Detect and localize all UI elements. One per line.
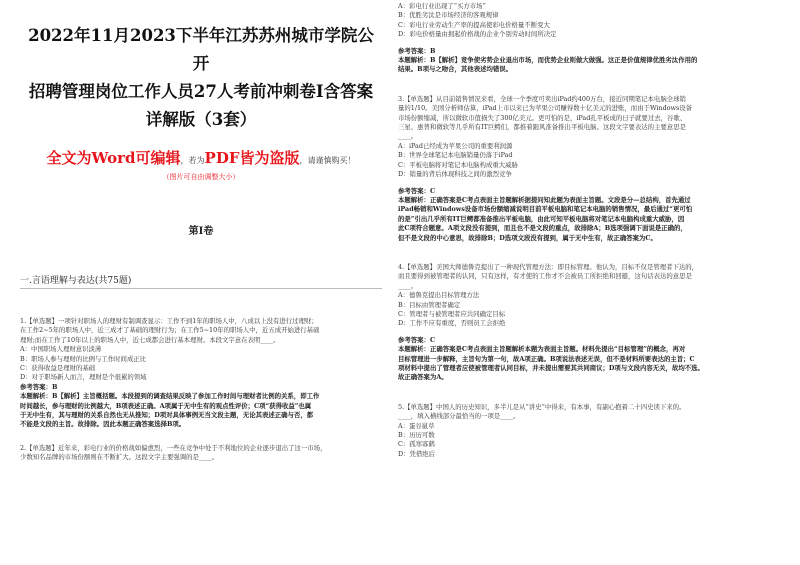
option-line: C：获得收益是理财的基础 [20, 364, 96, 373]
question-block [398, 2, 783, 75]
explanation-line: 本题解析：B【解析】竞争使劣势企业退出市场，而优势企业则做大做强。这正是价值规律优胜劣汰作用的 [398, 56, 698, 65]
explanation-line: 故正确答案为A。 [398, 373, 448, 382]
explanation-line: 不能是文段的主旨。故排除。因此本题正确答案选择B项。 [20, 420, 186, 429]
option-line: D：工作不应有重度，否则员工会拒绝 [398, 319, 506, 328]
promo-pdf-text: PDF皆为盗版 [204, 149, 300, 167]
explanation-line: 的是”引出几乎所有IT巨鳄都准备推出平板电脑，由此可知平板电脑将对笔记本电脑构成重大威胁，因 [398, 214, 685, 223]
option-line: B：职场人参与理财的比例与工作时间成正比 [20, 354, 147, 363]
title-line: 详解版（3套） [145, 110, 257, 129]
question-line: 5.【单选题】中国人的历史知识，多半儿是从“讲史”中得来，有本事，有副心抱着二十四史读下来的。 [398, 402, 686, 411]
promo-word-text: 全文为Word可编辑 [46, 149, 181, 167]
volume-heading: 第I卷 [188, 226, 214, 237]
option-line: C：彩电行业劳动生产率的提高使彩电价格量不断变大 [398, 20, 550, 29]
promo-tail-text: ，请谨慎购买！ [299, 156, 356, 165]
option-line: A：德鲁克提出目标管理方法 [398, 291, 480, 300]
question-line: 市场份额缩减，所以微软市值损失了300亿美元。更可怕的是，iPad孔平板成的日子就要过去，谷歌、 [398, 113, 687, 122]
explanation-line: 本题解析：B【解析】主旨概括题。本段提到的调查结果反映了参加工作时间与理财者比例的关系，即工作 [20, 392, 320, 401]
promo-note: （图片可自由调整大小） [162, 173, 240, 181]
option-line: A：中国职场人理财意识淡薄 [20, 345, 102, 354]
question-block [398, 263, 783, 383]
option-line: A：彩电行业出现了“买方市场” [398, 2, 486, 10]
question-block [20, 317, 382, 430]
title-line: 招聘管理岗位工作人员27人考前冲刺卷Ⅰ含答案 [28, 82, 374, 101]
option-line: B：优胜劣汰是市场经济的客观规律 [398, 11, 499, 20]
question-line: 在工作2~5年的职场人中，近三成才了基础的理财行为；在工作5~10年的职场人中，近五成开始进行基础 [20, 326, 320, 335]
explanation-line: 本题解析：正确答案是C考点表面主旨题解析本题为表面主旨题。材料先提出“目标管理”的概念，再对 [398, 345, 686, 354]
question-line: 少数知名品牌的市场份额则在不断扩大。这段文字主要强调的是____。 [20, 453, 219, 462]
question-line: ____。 [398, 132, 418, 141]
spacer [398, 249, 783, 263]
title-line: 2022年11月2023下半年江苏苏州城市学院公开 [28, 26, 374, 73]
option-line: C：平板电脑将对笔记本电脑构成重大威胁 [398, 160, 518, 169]
promo-banner [20, 147, 382, 168]
option-line: B：目标由管理者确定 [398, 300, 461, 309]
answer-line: 参考答案：C [398, 186, 436, 195]
option-line: C：管理者与被管理者应共同确定目标 [398, 309, 506, 318]
spacer [398, 81, 783, 95]
explanation-line: 目标管理进一步解释，主旨句为第一句，故A项正确。B项说法表述无误，但不是材料所要表达的主旨；C [398, 354, 695, 363]
explanation-line: 于无中生有，其与理财的关系自然也无从推知；D项对具体事例无当文段主题，无论其表述正确与否，都 [20, 411, 314, 420]
option-line: D：销量的背后体现科技之间的激烈竞争 [398, 170, 512, 179]
promo-mid-text: ，若为 [180, 156, 205, 165]
explanation-line: 结果。B项与之吻合，其他表述均错误。 [398, 65, 513, 74]
document-title [20, 22, 382, 134]
option-line: D：对于职场新人而言，理财是个很累的领域 [20, 373, 147, 382]
question-line: 理财;而在工作了10年以上的职场人中，近七成都会进行基本理财。本段文字意在表明____。 [20, 335, 280, 344]
option-line: A：蛋谷鼠草 [398, 421, 435, 430]
answer-line: 参考答案：B [20, 382, 58, 391]
explanation-line: iPad畅销和Windows设备市场份额缩减说明目前平板电脑和笔记本电脑的销售情况，最后通过“更可怕 [398, 205, 693, 214]
question-line: 量的1/10。美国分析师估算，iPad上市以来已为苹果公司赚得数十亿美元的进账，而由于Windows设备 [398, 104, 693, 113]
option-line: D：彩电价格量由拥起价格战的企业个别劳动时间所决定 [398, 30, 557, 39]
answer-line: 参考答案：C [398, 335, 436, 344]
explanation-line: 但不是文段的中心意思，故排除B；D选项文段没有提到，属于无中生有，故正确答案为C。 [398, 233, 657, 242]
question-line: ____，填入横线部分最恰当的一项是____。 [398, 412, 520, 421]
question-line: 4.【单选题】美国大师德鲁克提出了一种现代管理方法：即目标管理。他认为，目标不仅是管理者下达的， [398, 262, 699, 271]
option-line: B：世界全球笔记本电脑销量仍落于iPad [398, 151, 513, 160]
option-line: D：凭借绝后 [398, 449, 436, 458]
explanation-line: 时间越长，参与理财的比例越大，B项表述正确。A项属于无中生有的观点性评价；C项“获得收益”也属 [20, 401, 312, 410]
option-line: C：孤寒寡鹤 [398, 440, 435, 449]
spacer [398, 389, 783, 403]
question-line: 2.【单选题】近年来，彩电行业的价格战如偏愈烈，一些在竞争中处于不利地位的企业逐步退出了这一市场， [20, 443, 327, 452]
answer-line: 参考答案：B [398, 46, 436, 55]
right-column [398, 2, 783, 465]
question-line: 3.【单选题】从目前销售情况来看，全球一个季度可卖出iPad约400万台，接近同期笔记本电脑全球销 [398, 94, 686, 103]
question-line: 而且要得到被管理者的认同，只有这样，有才使的工作才不会被员工所拒绝和回避，这句话表达的意思是 [398, 272, 692, 281]
explanation-line: 此C项符合题意。A项文段没有提到，而且也不是文段的重点，故排除A；B选项强调下面说是正确的， [398, 224, 687, 233]
question-line: ____。 [398, 281, 418, 290]
option-line: B：历历可数 [398, 431, 435, 440]
question-block [20, 444, 382, 463]
explanation-line: 项材料中提出了管理者应使被管理者认同目标，并未提出需要其共同商议；D项与文段内容无关，故均不选。 [398, 364, 704, 372]
left-column [20, 22, 382, 463]
question-block [398, 403, 783, 459]
option-line: A：iPad已经成为苹果公司的重要利润源 [398, 141, 513, 150]
section-divider [20, 288, 382, 289]
section-heading: 一.言语理解与表达(共75题) [20, 276, 132, 286]
question-line: 三星、惠普和微软等几乎所有IT巨鳄们，都推着跟风准备推出平板电脑。这段文字要表达的主要意思是 [398, 123, 686, 132]
question-block [398, 95, 783, 243]
question-line: 1.【单选题】一项针对职场人的理财有制调查显示：工作不到1年的职场人中，八成以上没有进行过理财； [20, 317, 318, 325]
explanation-line: 本题解析：正确答案是C考点表面主旨题解析据提问知此题为表面主旨题。文段是分—总结构，首先通过 [398, 195, 691, 204]
